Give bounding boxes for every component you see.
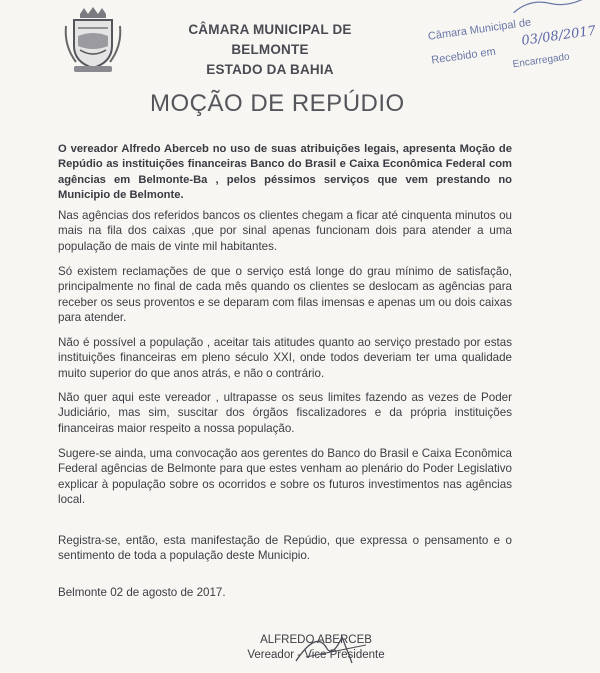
stamp-received-date: 03/08/2017 bbox=[520, 23, 597, 49]
paragraph-unacceptable: Não é possível a população , aceitar tais atitudes quanto ao serviço prestado por estas instituições financeiras em pleno século XXI, onde todos deveriam ter uma qualidade muito superior do que anos atrás, e não o contrário. bbox=[58, 336, 512, 380]
signer-name: ALFREDO ABERCEB bbox=[260, 634, 372, 646]
signature-block bbox=[236, 633, 396, 663]
paragraph-queue-times: Nas agências dos referidos bancos os clientes chegam a ficar até cinquenta minutos ou mais na fila dos caixas ,que por sinal apenas funcionam dois para atender a uma população de mais de vinte mil habitantes. bbox=[58, 209, 512, 253]
document-date: Belmonte 02 de agosto de 2017. bbox=[58, 586, 226, 599]
letterhead bbox=[150, 20, 390, 80]
paragraph-complaints: Só existem reclamações de que o serviço está longe do grau mínimo de satisfação, principalmente no final de cada mês quando os clientes se deslocam as agências para receber os seus proventos e se deparam com filas imensas e apenas um ou dois caixas para atender. bbox=[58, 265, 512, 324]
paragraph-summons: Sugere-se ainda, uma convocação aos gerentes do Banco do Brasil e Caixa Econômica Federal agências de Belmonte para que estes venham ao plenário do Poder Legislativo explicar à população sobre os ocorridos e sobre os futuros investimentos nas agências local. bbox=[58, 447, 512, 506]
stamp-officer-label: Encarregado bbox=[512, 51, 571, 71]
document-title: MOÇÃO DE REPÚDIO bbox=[150, 90, 405, 117]
received-stamp bbox=[418, 0, 600, 89]
stamp-chamber-label: Câmara Municipal de bbox=[427, 16, 532, 43]
letterhead-chamber-name: CÂMARA MUNICIPAL DE BELMONTE bbox=[188, 22, 352, 57]
letterhead-state: ESTADO DA BAHIA bbox=[206, 62, 334, 77]
paragraph-oversight: Não quer aqui este vereador , ultrapasse os seus limites fazendo as vezes de Poder Judiciário, mas sim, suscitar dos órgãos fiscalizadores e da própria instituições financeiras maior respeito a nossa população. bbox=[58, 391, 512, 435]
paragraph-intro: O vereador Alfredo Aberceb no uso de suas atribuições legais, apresenta Moção de Repúdio as instituições financeiras Banco do Brasil e Caixa Econômica Federal com agências em Belmonte-Ba , pelos péssimos serviços que vem prestando no Municipio de Belmonte. bbox=[58, 143, 512, 201]
municipal-crest-icon bbox=[62, 6, 124, 74]
stamp-received-label: Recebido em bbox=[430, 45, 497, 67]
stamp-scrawl-icon bbox=[509, 0, 600, 19]
handwritten-signature-icon bbox=[256, 627, 386, 667]
paragraph-closing: Registra-se, então, esta manifestação de Repúdio, que expressa o pensamento e o sentimento de toda a população deste Municipio. bbox=[58, 534, 512, 563]
signer-role: Vereador - Vice Presidente bbox=[247, 649, 385, 661]
